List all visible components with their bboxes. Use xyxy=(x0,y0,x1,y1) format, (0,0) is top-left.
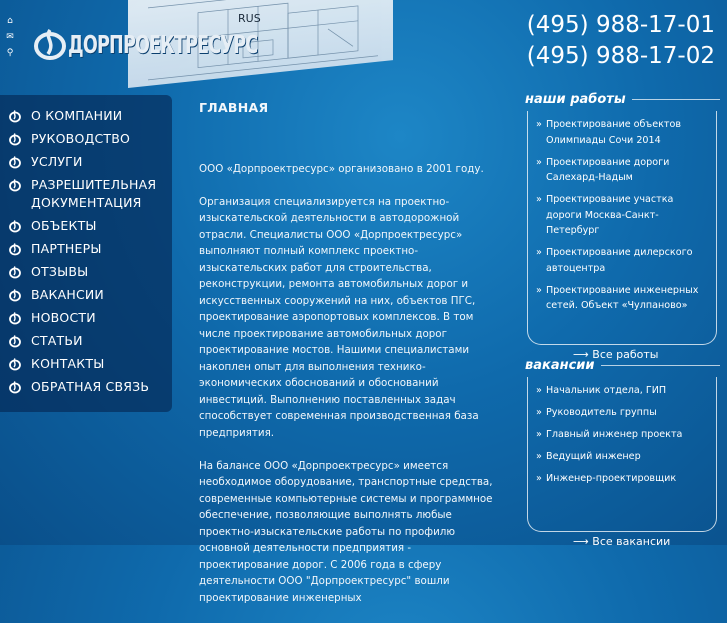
logo-swirl-icon xyxy=(8,311,22,325)
bullet-arrow-icon: » xyxy=(536,156,542,168)
body-paragraph-2: На балансе ООО «Дорпроектресурс» имеется необходимое оборудование, транспортные средства, современные компьютерные системы и программное обеспечение, позволяющие выполнять любые проектно-изыскательские работы по профилю основной деятельности предприятия - проектирование дорог. С 2006 года в сферу деятельности ООО "Дорпроектресурс" вошли проектирование инженерных xyxy=(199,459,493,604)
bullet-arrow-icon: » xyxy=(536,119,542,130)
nav-item-label[interactable]: НОВОСТИ xyxy=(31,310,96,325)
vacancies-item[interactable] xyxy=(536,471,710,487)
main-nav xyxy=(0,95,172,412)
works-item-label[interactable]: Проектирование объектов Олимпиады Сочи 2014 xyxy=(546,119,682,146)
phone-number-1[interactable]: (495) 988-17-01 xyxy=(526,12,715,38)
nav-item[interactable] xyxy=(0,176,172,212)
all-works-label[interactable]: Все работы xyxy=(592,348,659,361)
nav-item[interactable] xyxy=(0,286,172,304)
nav-item[interactable] xyxy=(0,355,172,373)
works-list xyxy=(527,111,717,345)
vacancies-item-label[interactable]: Главный инженер проекта xyxy=(546,429,683,440)
phone-number-2[interactable]: (495) 988-17-02 xyxy=(526,43,715,69)
home-icon[interactable]: ⌂ xyxy=(7,16,13,26)
page-title: ГЛАВНАЯ xyxy=(199,100,269,115)
bullet-arrow-icon: » xyxy=(536,247,542,258)
bullet-arrow-icon: » xyxy=(536,284,542,296)
logo-mark-icon xyxy=(30,26,70,62)
nav-item[interactable] xyxy=(0,263,172,281)
nav-item[interactable] xyxy=(0,153,172,171)
nav-item-label[interactable]: УСЛУГИ xyxy=(31,154,83,169)
vacancies-panel xyxy=(525,358,720,548)
works-heading: наши работы xyxy=(525,92,720,107)
language-switch[interactable]: RUS xyxy=(238,12,261,25)
logo-swirl-icon xyxy=(8,219,22,233)
logo-swirl-icon xyxy=(8,334,22,348)
logo-swirl-icon xyxy=(8,380,22,394)
bullet-arrow-icon: » xyxy=(536,473,542,484)
intro-paragraph: ООО «Дорпроектресурс» организовано в 2001 году. xyxy=(199,162,484,175)
works-item[interactable] xyxy=(536,117,710,148)
works-item[interactable] xyxy=(536,155,710,186)
nav-item-label[interactable]: РАЗРЕШИТЕЛЬНАЯ ДОКУМЕНТАЦИЯ xyxy=(31,177,157,210)
nav-item[interactable] xyxy=(0,332,172,350)
nav-item[interactable] xyxy=(0,309,172,327)
nav-item[interactable] xyxy=(0,130,172,148)
bullet-arrow-icon: » xyxy=(536,451,542,462)
bullet-arrow-icon: » xyxy=(536,429,542,440)
nav-item[interactable] xyxy=(0,378,172,396)
works-item-label[interactable]: Проектирование участка дороги Москва-Санкт-Петербург xyxy=(546,194,674,236)
phone-block xyxy=(527,10,715,72)
works-item-label[interactable]: Проектирование дороги Салехард-Надым xyxy=(546,156,670,183)
logo-swirl-icon xyxy=(8,109,22,123)
all-vacancies-label[interactable]: Все вакансии xyxy=(592,535,671,548)
nav-item[interactable] xyxy=(0,240,172,258)
vacancies-item[interactable] xyxy=(536,427,710,443)
nav-item-label[interactable]: ОТЗЫВЫ xyxy=(31,264,89,279)
works-item-label[interactable]: Проектирование дилерского автоцентра xyxy=(546,247,693,274)
search-icon[interactable]: ⚲ xyxy=(6,48,14,58)
vacancies-item-label[interactable]: Ведущий инженер xyxy=(546,451,641,462)
all-works-link[interactable]: ⟶ Все работы xyxy=(573,348,659,361)
vacancies-item-label[interactable]: Инженер-проектировщик xyxy=(546,473,677,484)
logo-swirl-icon xyxy=(8,357,22,371)
logo-text: ДОРПРОЕКТРЕСУРС xyxy=(68,29,258,59)
mail-icon[interactable]: ✉ xyxy=(6,32,14,42)
nav-item[interactable] xyxy=(0,107,172,125)
main-content xyxy=(199,100,504,623)
nav-item-label[interactable]: ПАРТНЕРЫ xyxy=(31,241,102,256)
top-icons xyxy=(4,16,16,64)
vacancies-list xyxy=(527,377,717,532)
logo-swirl-icon xyxy=(8,242,22,256)
bullet-arrow-icon: » xyxy=(536,194,542,205)
works-item[interactable] xyxy=(536,245,710,276)
logo-swirl-icon xyxy=(8,265,22,279)
logo-swirl-icon xyxy=(8,132,22,146)
vacancies-item[interactable] xyxy=(536,405,710,421)
bullet-arrow-icon: » xyxy=(536,407,542,418)
nav-item-label[interactable]: О КОМПАНИИ xyxy=(31,108,123,123)
nav-item-label[interactable]: РУКОВОДСТВО xyxy=(31,131,131,146)
vacancies-item-label[interactable]: Руководитель группы xyxy=(546,407,657,418)
works-item-label[interactable]: Проектирование инженерных сетей. Объект «Чулпаново» xyxy=(546,284,699,311)
works-item[interactable] xyxy=(536,192,710,239)
body-paragraph-1: Организация специализируется на проектно-изыскательской деятельности в автодорожной отрасли. Специалисты ООО «Дорпроектресурс» выполняют полный комплекс проектно-изыскательских работ для строительства, реконструкции, ремонта автомобильных дорог и искусственных сооружений на них, объектов ПГС, проектирование аэропортовых комплексов. В том числе проектирование автомобильных дорог проектирование мостов. Нашими специалистами накоплен опыт для выполнения технико-экономических обоснований и обоснований инвестиций. Выполнению поставленных задач способствует современная производственная база предприятия. xyxy=(199,195,479,439)
works-panel xyxy=(525,92,720,361)
logo-swirl-icon xyxy=(8,155,22,169)
nav-item-label[interactable]: КОНТАКТЫ xyxy=(31,356,105,371)
nav-item[interactable] xyxy=(0,217,172,235)
vacancies-item[interactable] xyxy=(536,383,710,399)
vacancies-item-label[interactable]: Начальник отдела, ГИП xyxy=(546,385,667,396)
vacancies-heading: вакансии xyxy=(525,358,720,373)
nav-item-label[interactable]: СТАТЬИ xyxy=(31,333,83,348)
logo-swirl-icon xyxy=(8,178,22,192)
logo-swirl-icon xyxy=(8,288,22,302)
vacancies-item[interactable] xyxy=(536,449,710,465)
nav-item-label[interactable]: ВАКАНСИИ xyxy=(31,287,104,302)
nav-item-label[interactable]: ОБЪЕКТЫ xyxy=(31,218,97,233)
all-vacancies-link[interactable]: ⟶ Все вакансии xyxy=(573,535,671,548)
bullet-arrow-icon: » xyxy=(536,385,542,396)
nav-item-label[interactable]: ОБРАТНАЯ СВЯЗЬ xyxy=(31,379,150,394)
works-item[interactable] xyxy=(536,283,710,314)
logo[interactable] xyxy=(30,26,311,62)
